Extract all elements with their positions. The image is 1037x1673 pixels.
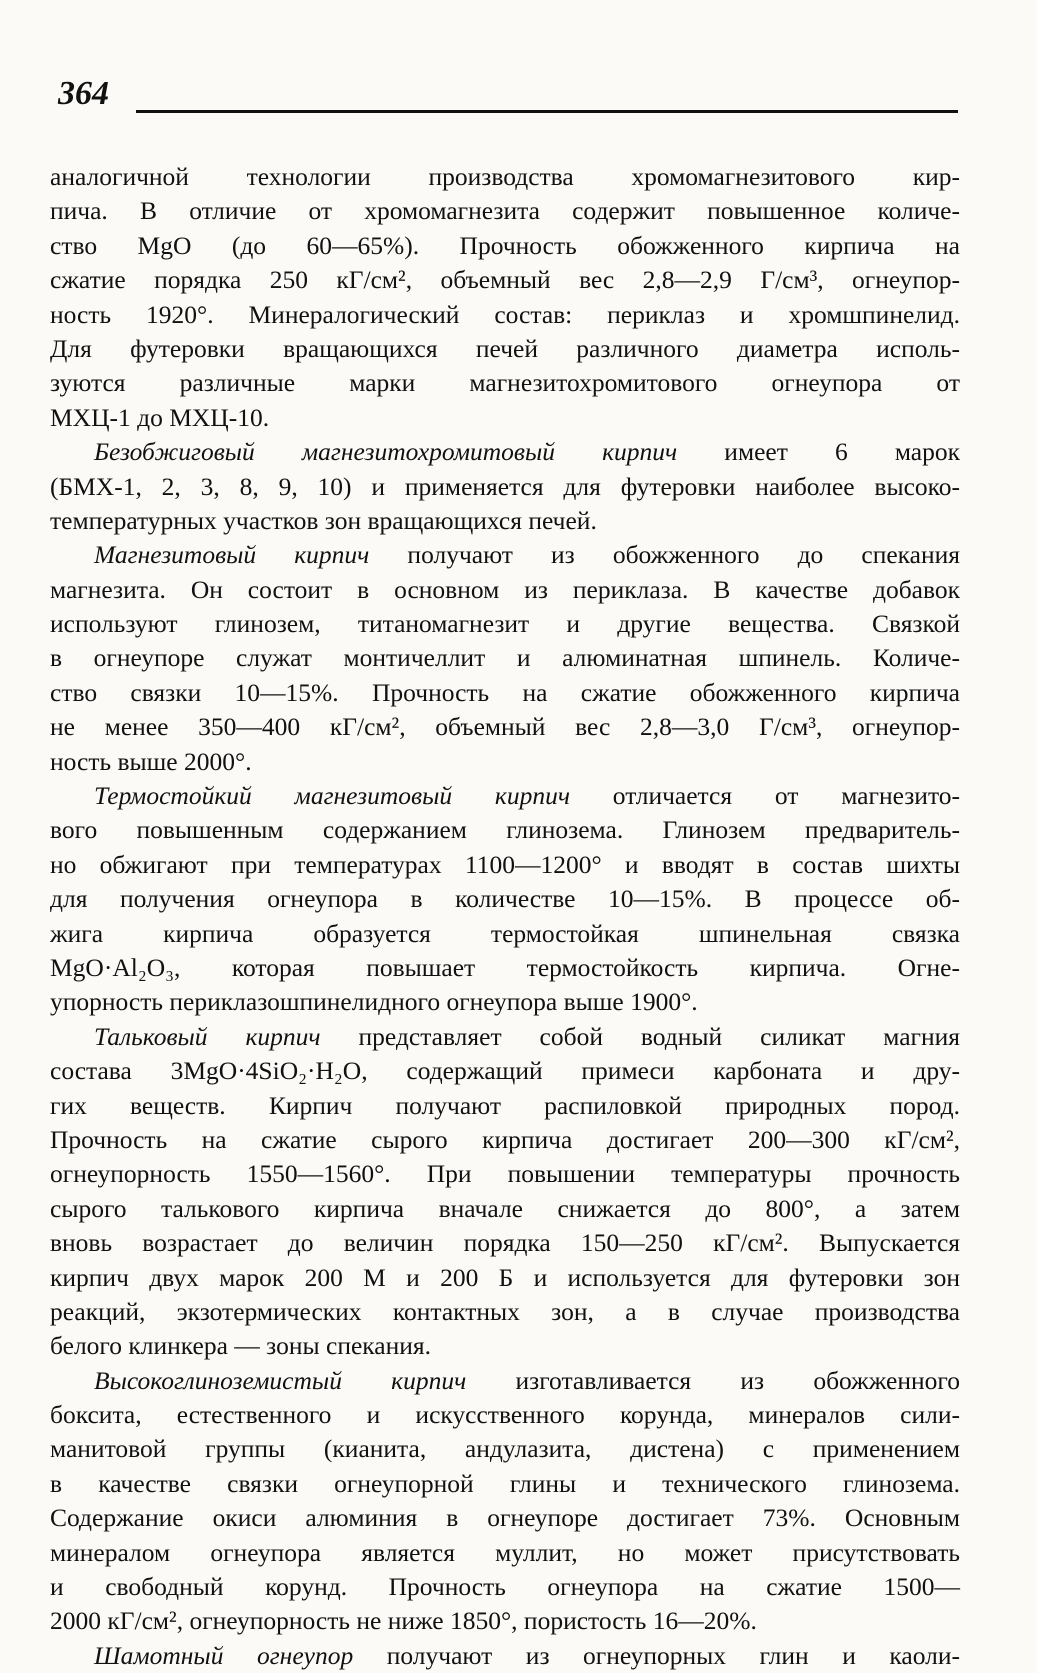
line-text: отличается от магнезито- (570, 781, 960, 811)
text-line (50, 1570, 960, 1604)
text-line (50, 1604, 960, 1638)
line-text: гих веществ. Кирпич получают распиловкой природных пород. (50, 1090, 960, 1120)
line-text: ность 1920°. Минералогический состав: периклаз и хромшпинелид. (50, 299, 960, 329)
text-line (50, 985, 960, 1019)
text-line (50, 160, 960, 194)
text-line (50, 1192, 960, 1226)
line-text: боксита, естественного и искусственного корунда, минералов сили- (50, 1400, 960, 1430)
text-line (50, 882, 960, 916)
line-text: огнеупорность 1550—1560°. При повышении температуры прочность (50, 1159, 960, 1189)
line-text: жига кирпича образуется термостойкая шпинельная связка (50, 918, 960, 948)
text-line (50, 1536, 960, 1570)
paragraph-start-line (50, 1639, 960, 1673)
text-line (50, 710, 960, 744)
line-text: состава 3MgO·4SiO₂·H₂O, содержащий примеси карбоната и дру- (50, 1056, 960, 1086)
line-text: реакций, экзотермических контактных зон, а в случае производства (50, 1296, 960, 1326)
text-line (50, 1123, 960, 1157)
line-text: кирпич двух марок 200 М и 200 Б и используется для футеровки зон (50, 1262, 960, 1292)
italic-term: Магнезитовый кирпич (94, 540, 370, 570)
text-line (50, 607, 960, 641)
line-text: МХЦ-1 до МХЦ-10. (50, 402, 270, 432)
text-line (50, 951, 960, 985)
page-number: 364 (58, 75, 109, 112)
line-text: для получения огнеупора в количестве 10—15%. В процессе об- (50, 884, 960, 914)
text-line (50, 1295, 960, 1329)
body-text (50, 160, 960, 1673)
line-text: манитовой группы (кианита, андулазита, дистена) с применением (50, 1434, 960, 1464)
text-line (50, 676, 960, 710)
text-line (50, 1432, 960, 1466)
line-text: аналогичной технологии производства хромомагнезитового кир- (50, 162, 960, 191)
line-text: получают из обожженного до спекания (369, 540, 961, 570)
text-line (50, 401, 960, 435)
italic-term: Термостойкий магнезитовый кирпич (94, 781, 570, 811)
text-line (50, 194, 960, 228)
line-text: температурных участков зон вращающихся печей. (50, 505, 597, 535)
paragraph-start-line (50, 1364, 960, 1398)
text-line (50, 229, 960, 263)
text-line (50, 848, 960, 882)
text-line (50, 1054, 960, 1088)
text-line (50, 470, 960, 504)
line-text: 2000 кГ/см², огнеупорность не ниже 1850°, пористость 16—20%. (50, 1606, 757, 1636)
line-text: пича. В отличие от хромомагнезита содержит повышенное количе- (50, 196, 960, 226)
text-line (50, 263, 960, 297)
line-text: не менее 350—400 кГ/см², объемный вес 2,8—3,0 Г/см³, огнеупор- (50, 712, 960, 742)
line-text: вого повышенным содержанием глинозема. Глинозем предваритель- (50, 815, 960, 845)
line-text: сырого талькового кирпича вначале снижается до 800°, а затем (50, 1193, 960, 1223)
text-line (50, 641, 960, 675)
line-text: ность выше 2000°. (50, 746, 252, 776)
italic-term: Тальковый кирпич (94, 1021, 321, 1051)
line-text: (БМХ-1, 2, 3, 8, 9, 10) и применяется для футеровки наиболее высоко- (50, 471, 960, 501)
line-text: Содержание окиси алюминия в огнеупоре достигает 73%. Основным (50, 1503, 960, 1533)
text-line (50, 1261, 960, 1295)
line-text: магнезита. Он состоит в основном из периклаза. В качестве добавок (50, 574, 960, 604)
line-text: вновь возрастает до величин порядка 150—250 кГ/см². Выпускается (50, 1228, 960, 1258)
line-text: упорность периклазошпинелидного огнеупора выше 1900°. (50, 987, 698, 1017)
line-text: Прочность на сжатие сырого кирпича достигает 200—300 кГ/см², (50, 1124, 960, 1154)
text-line (50, 504, 960, 538)
line-text: изготавливается из обожженного (466, 1365, 960, 1395)
line-text: Для футеровки вращающихся печей различного диаметра исполь- (50, 333, 960, 363)
text-line (50, 917, 960, 951)
line-text: но обжигают при температурах 1100—1200° и вводят в состав шихты (50, 849, 960, 879)
line-text: MgO·Al₂O₃, которая повышает термостойкость кирпича. Огне- (50, 952, 960, 982)
line-text: ство связки 10—15%. Прочность на сжатие обожженного кирпича (50, 677, 960, 707)
text-line (50, 1329, 960, 1363)
page-header (58, 72, 958, 116)
line-text: имеет 6 марок (677, 437, 960, 467)
text-line (50, 1226, 960, 1260)
paragraph-start-line (50, 538, 960, 572)
text-line (50, 1398, 960, 1432)
text-line (50, 1089, 960, 1123)
italic-term: Безобжиговый магнезитохромитовый кирпич (94, 437, 678, 467)
line-text: сжатие порядка 250 кГ/см², объемный вес 2,8—2,9 Г/см³, огнеупор- (50, 265, 960, 295)
paragraph-start-line (50, 435, 960, 469)
line-text: в огнеупоре служат монтичеллит и алюминатная шпинель. Количе- (50, 643, 960, 673)
line-text: в качестве связки огнеупорной глины и технического глинозема. (50, 1468, 960, 1498)
italic-term: Высокоглиноземистый кирпич (94, 1365, 467, 1395)
line-text: минералом огнеупора является муллит, но может присутствовать (50, 1537, 960, 1567)
line-text: ство MgO (до 60—65%). Прочность обожженного кирпича на (50, 230, 960, 260)
paragraph-start-line (50, 779, 960, 813)
line-text: и свободный корунд. Прочность огнеупора на сжатие 1500— (50, 1572, 960, 1602)
text-line (50, 1501, 960, 1535)
text-line (50, 298, 960, 332)
line-text: представляет собой водный силикат магния (320, 1021, 961, 1051)
line-text: белого клинкера — зоны спекания. (50, 1331, 432, 1361)
line-text: используют глинозем, титаномагнезит и другие вещества. Связкой (50, 609, 960, 639)
line-text: зуются различные марки магнезитохромитового огнеупора от (50, 368, 960, 398)
text-line (50, 1157, 960, 1191)
paragraph-start-line (50, 1020, 960, 1054)
header-rule (136, 110, 958, 113)
text-line (50, 1467, 960, 1501)
text-line (50, 573, 960, 607)
text-line (50, 366, 960, 400)
text-line (50, 813, 960, 847)
text-line (50, 745, 960, 779)
line-text: получают из огнеупорных глин и каоли- (353, 1640, 960, 1670)
italic-term: Шамотный огнеупор (94, 1640, 354, 1670)
text-line (50, 332, 960, 366)
